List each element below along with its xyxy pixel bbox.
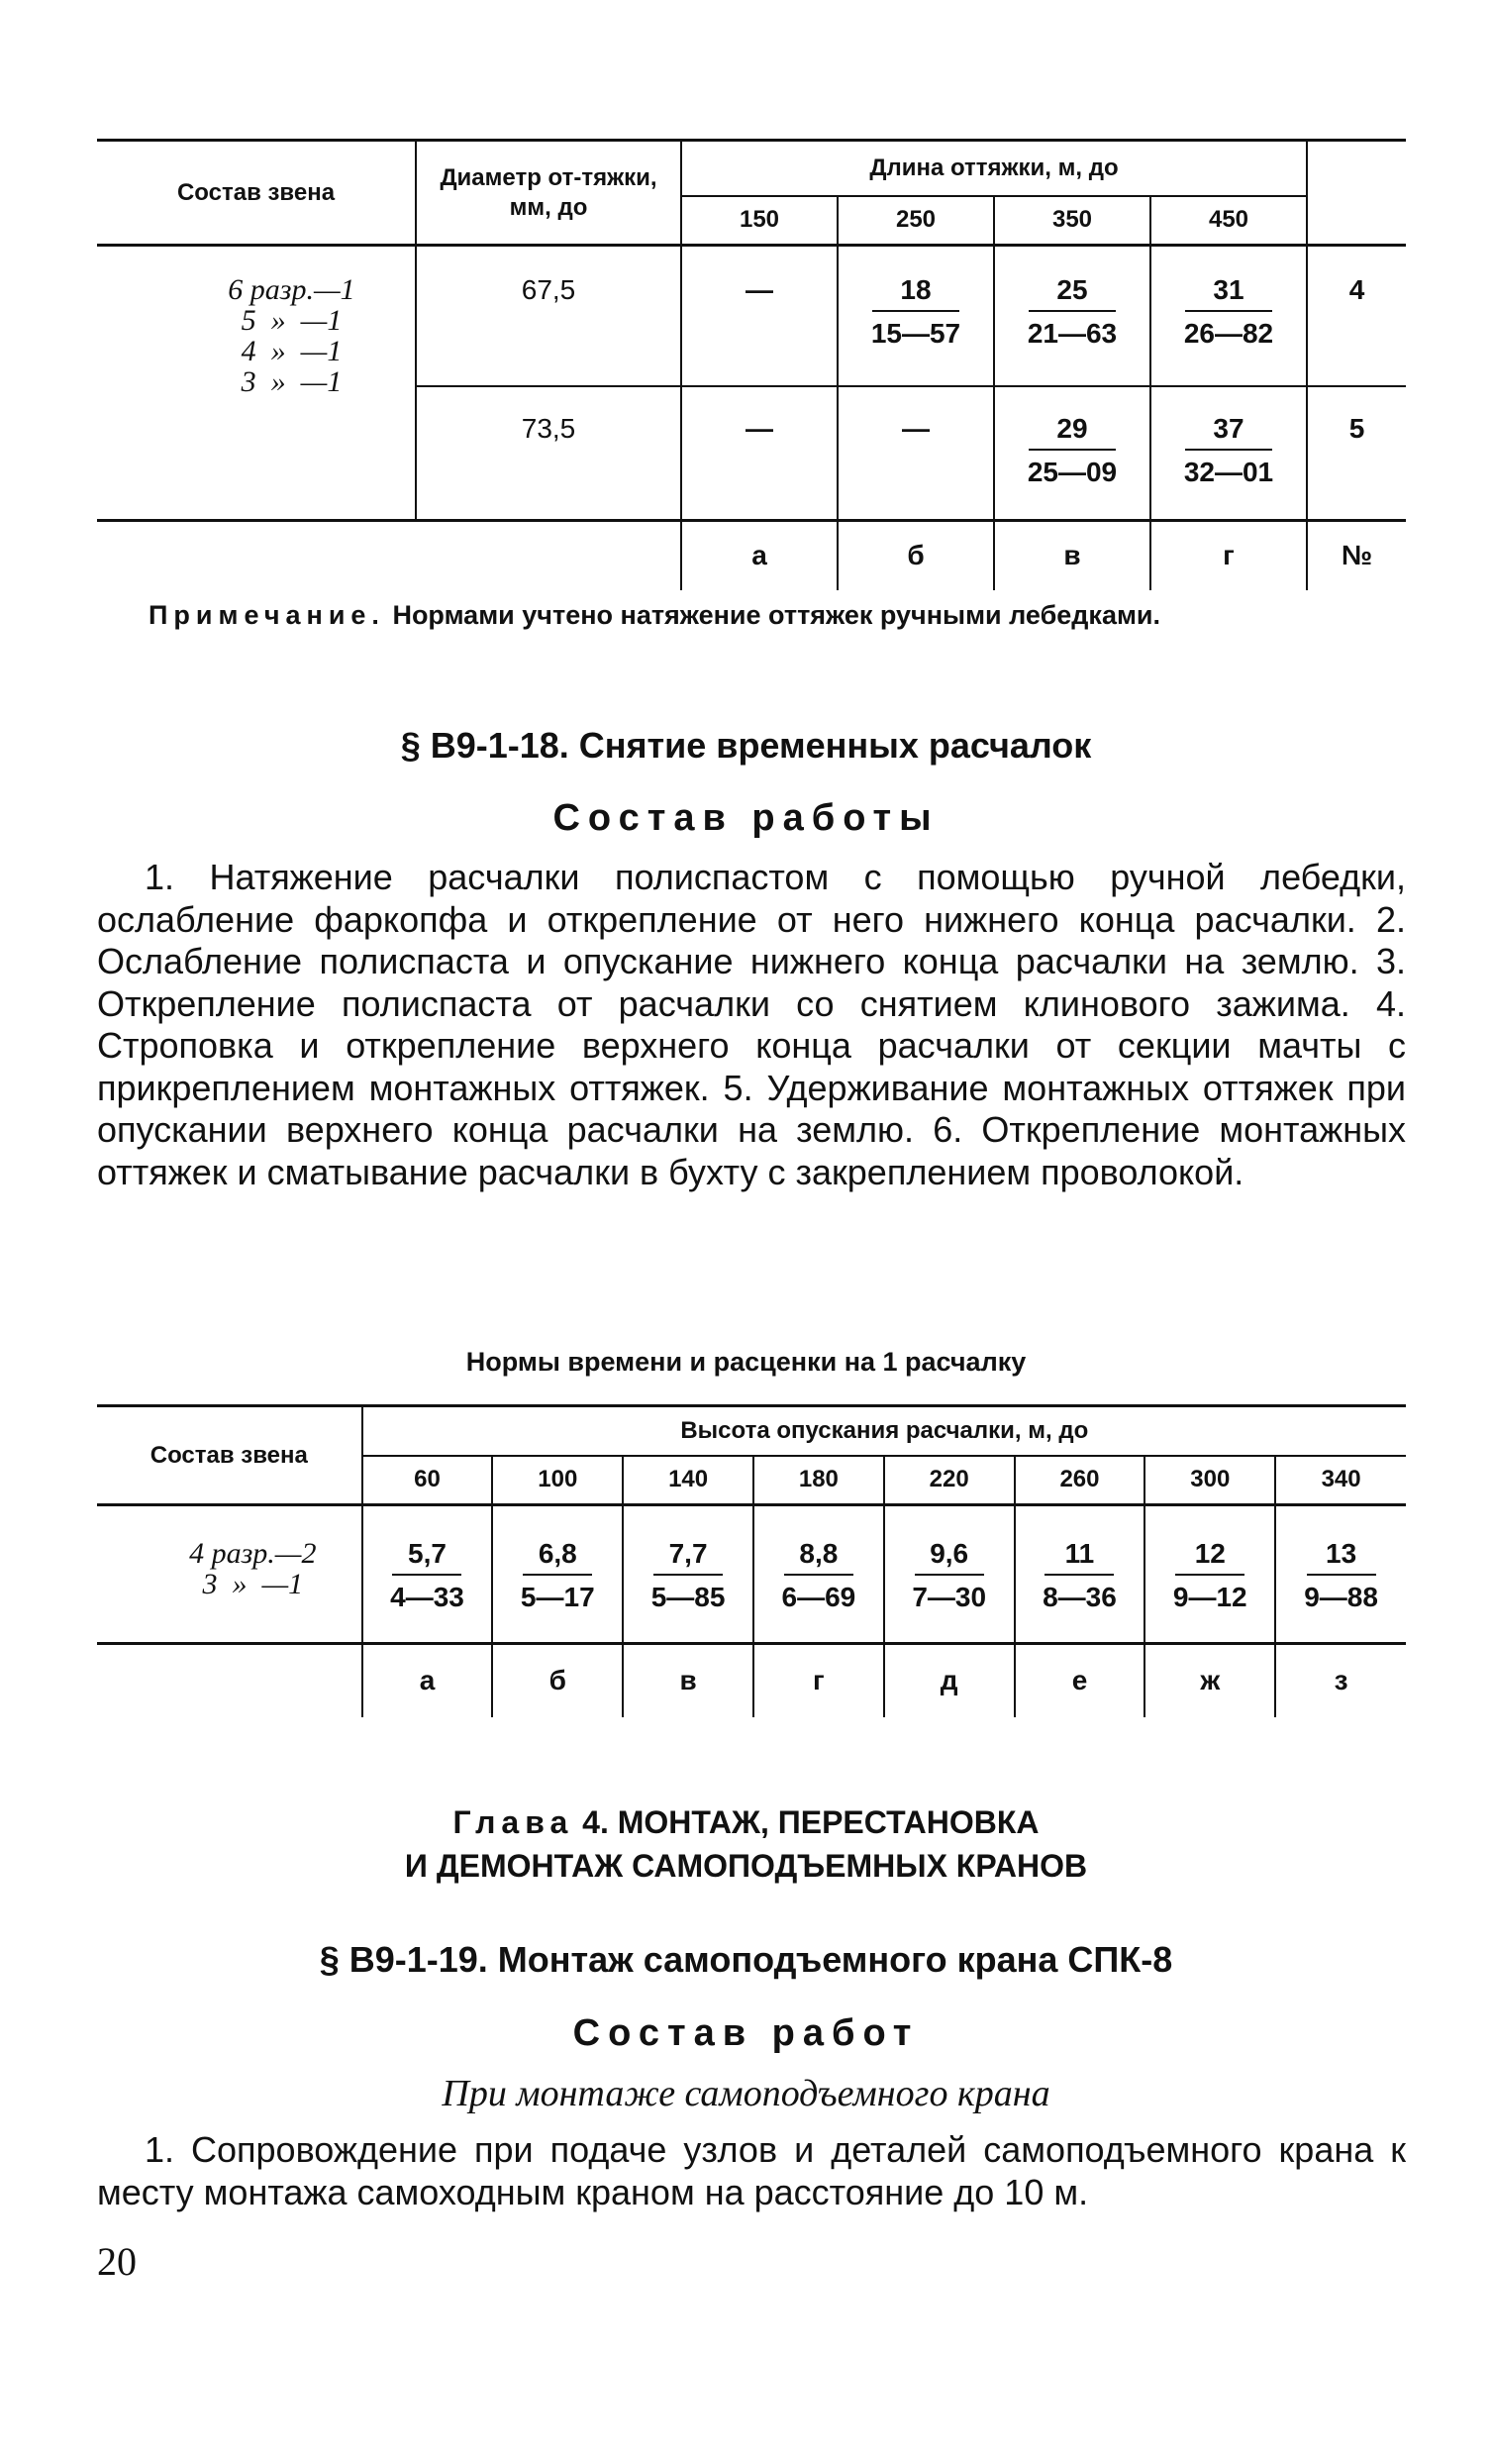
norm-cell [1144, 1505, 1275, 1644]
rate-value: 4—33 [390, 1582, 464, 1612]
crew-header: Состав звена [97, 1406, 362, 1505]
height-col-header: 300 [1144, 1456, 1275, 1505]
height-col-header: 260 [1015, 1456, 1145, 1505]
height-header: Высота опускания расчалки, м, до [362, 1406, 1406, 1456]
rate-value: 9—12 [1172, 1582, 1247, 1612]
rate-value: 25—09 [1027, 456, 1118, 487]
column-letter: г [1150, 521, 1307, 590]
chapter-title [0, 1804, 1492, 1841]
note-text: Нормами учтено натяжение оттяжек ручными лебедками. [384, 600, 1161, 630]
column-number-label: № [1341, 540, 1373, 571]
rate-value: 5—17 [520, 1582, 595, 1612]
time-norm: 13 [1307, 1538, 1376, 1576]
time-norm: 12 [1175, 1538, 1244, 1576]
column-letter: ж [1144, 1644, 1275, 1717]
page-number: 20 [97, 2239, 137, 2284]
crew-line: 5 » —1 [241, 304, 343, 337]
column-letter: б [838, 521, 994, 590]
table-note [149, 600, 1160, 631]
crew-header: Состав звена [97, 141, 416, 246]
guy-length-table [97, 139, 1406, 590]
column-letter: б [492, 1644, 623, 1717]
chapter-label: Глава [452, 1804, 574, 1840]
time-norm: 37 [1185, 413, 1272, 451]
diameter-value: 73,5 [416, 386, 681, 521]
norm-cell [1015, 1505, 1145, 1644]
column-letter: г [753, 1644, 884, 1717]
norm-cell [492, 1505, 623, 1644]
work-description: 1. Сопровождение при подаче узлов и деталей самоподъемного крана к месту монтажа самоходным краном на расстояние до 10 м. [97, 2129, 1406, 2212]
dash-cell: — [681, 386, 838, 521]
column-letter: в [623, 1644, 753, 1717]
time-norm: 8,8 [784, 1538, 853, 1576]
norm-cell [623, 1505, 753, 1644]
work-description: 1. Натяжение расчалки полиспастом с помощью ручной лебедки, ослабление фаркопфа и открепление от него нижнего конца расчалки. 2. Ослабление полиспаста и опускание нижнего конца расчалки на землю. 3. Открепление полиспаста от расчалки со снятием клинового зажима. 4. Строповка и открепление верхнего конца расчалки от секции мачты с прикреплением монтажных оттяжек. 5. Удерживание монтажных оттяжек при опускании верхнего конца расчалки на землю. 6. Открепление монтажных оттяжек и сматывание расчалки в бухту с закреплением проволокой. [97, 857, 1406, 1192]
crew-line: 3 » —1 [241, 365, 343, 398]
rate-value: 15—57 [870, 318, 961, 349]
time-norm: 11 [1044, 1538, 1114, 1576]
length-col-header: 350 [994, 196, 1150, 246]
time-norm: 5,7 [392, 1538, 461, 1576]
norm-cell [1150, 386, 1307, 521]
crew-line: 6 разр.—1 [228, 273, 355, 306]
rate-value: 8—36 [1043, 1582, 1117, 1612]
column-letter: з [1334, 1665, 1348, 1696]
note-label: Примечание. [149, 600, 385, 630]
dash-cell: — [838, 386, 994, 521]
time-norm: 7,7 [653, 1538, 723, 1576]
work-subtitle: При монтаже самоподъемного крана [442, 2073, 1050, 2114]
length-col-header: 150 [681, 196, 838, 246]
rate-value: 26—82 [1183, 318, 1274, 349]
crew-composition [97, 1505, 362, 1644]
column-letter: е [1015, 1644, 1145, 1717]
rate-value: 32—01 [1183, 456, 1274, 487]
chapter-title-line1: 4. МОНТАЖ, ПЕРЕСТАНОВКА [573, 1804, 1040, 1840]
norm-cell [994, 386, 1150, 521]
norms-table [97, 1404, 1406, 1717]
norm-cell [838, 246, 994, 386]
chapter-title-line2: И ДЕМОНТАЖ САМОПОДЪЕМНЫХ КРАНОВ [404, 1848, 1088, 1884]
rate-value: 9—88 [1304, 1582, 1378, 1612]
length-col-header: 250 [838, 196, 994, 246]
rate-value: 6—69 [781, 1582, 856, 1612]
height-col-header: 100 [492, 1456, 623, 1505]
height-col-header: 60 [362, 1456, 493, 1505]
column-letter: д [884, 1644, 1015, 1717]
section-title: § В9-1-18. Снятие временных расчалок [400, 725, 1092, 766]
rate-value: 21—63 [1027, 318, 1118, 349]
dash-cell: — [681, 246, 838, 386]
time-norm: 18 [872, 274, 959, 312]
section-title: § В9-1-19. Монтаж самоподъемного крана СПК-8 [319, 1939, 1173, 1980]
height-col-header: 140 [623, 1456, 753, 1505]
time-norm: 29 [1029, 413, 1116, 451]
column-letter: в [994, 521, 1150, 590]
crew-line: 3 » —1 [202, 1568, 304, 1600]
height-col-header: 180 [753, 1456, 884, 1505]
norm-cell [884, 1505, 1015, 1644]
rate-value: 7—30 [912, 1582, 987, 1612]
time-norm: 31 [1185, 274, 1272, 312]
row-number: 5 [1307, 386, 1406, 521]
table-caption: Нормы времени и расценки на 1 расчалку [465, 1347, 1027, 1377]
height-col-header: 340 [1275, 1456, 1406, 1505]
column-letter: а [681, 521, 838, 590]
crew-composition [97, 246, 416, 521]
diameter-header: Диаметр от-тяжки, мм, до [416, 141, 681, 246]
crew-line: 4 разр.—2 [189, 1537, 317, 1570]
norm-cell [1275, 1505, 1406, 1644]
diameter-value: 67,5 [416, 246, 681, 386]
length-col-header: 450 [1150, 196, 1307, 246]
norm-cell [1150, 246, 1307, 386]
length-header: Длина оттяжки, м, до [681, 141, 1307, 196]
time-norm: 6,8 [523, 1538, 592, 1576]
norm-cell [753, 1505, 884, 1644]
time-norm: 9,6 [915, 1538, 984, 1576]
work-composition-title: Состав работ [572, 2012, 920, 2054]
work-composition-title: Состав работы [552, 797, 940, 839]
row-number: 4 [1307, 246, 1406, 386]
height-col-header: 220 [884, 1456, 1015, 1505]
rate-value: 5—85 [650, 1582, 726, 1612]
time-norm: 25 [1029, 274, 1116, 312]
norm-cell [994, 246, 1150, 386]
column-letter: а [362, 1644, 493, 1717]
norm-cell [362, 1505, 493, 1644]
crew-line: 4 » —1 [241, 335, 343, 367]
